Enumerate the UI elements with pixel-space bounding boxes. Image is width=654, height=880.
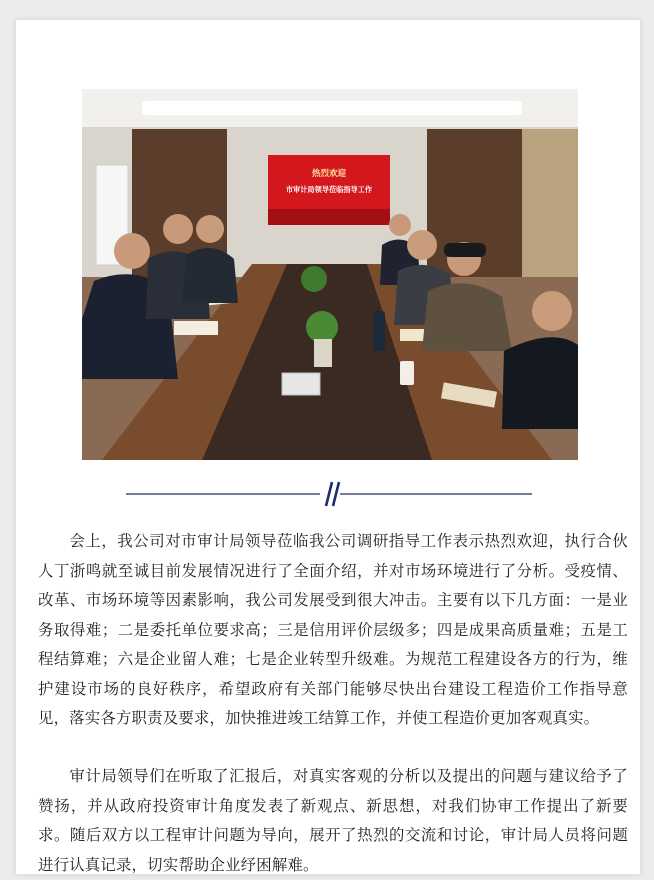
article-paragraph-1 bbox=[38, 527, 628, 734]
banner-subtitle: 市审计局领导莅临指导工作 bbox=[285, 185, 373, 194]
paragraph-1-text: 会上，我公司对市审计局领导莅临我公司调研指导工作表示热烈欢迎，执行合伙人丁浙鸣就至诚目前发展情况进行了全面介绍，并对市场环境进行了分析。受疫情、改革、市场环境等因素影响，我公司发展受到很大冲击。主要有以下几方面：一是业务取得难；二是委托单位要求高；三是信用评价层级多；四是成果高质量难；五是工程结算难；六是企业留人难；七是企业转型升级难。为规范工程建设各方的行为，维护建设市场的良好秩序，希望政府有关部门能够尽快出台建设工程造价工作指导意见，落实各方职责及要求，加快推进竣工结算工作，并使工程造价更加客观真实。 bbox=[38, 532, 628, 727]
paragraph-2-text: 审计局领导们在听取了汇报后，对真实客观的分析以及提出的问题与建议给予了赞扬，并从政府投资审计角度发表了新观点、新思想，对我们协审工作提出了新要求。随后双方以工程审计问题为导向，展开了热烈的交流和讨论，审计局人员将问题进行认真记录，切实帮助企业纾困解难。 bbox=[38, 767, 628, 874]
article-card bbox=[16, 20, 640, 874]
banner-title: 热烈欢迎 bbox=[311, 169, 347, 179]
meeting-photo bbox=[82, 89, 578, 460]
article-paragraph-2 bbox=[38, 762, 628, 880]
section-divider bbox=[126, 479, 532, 509]
